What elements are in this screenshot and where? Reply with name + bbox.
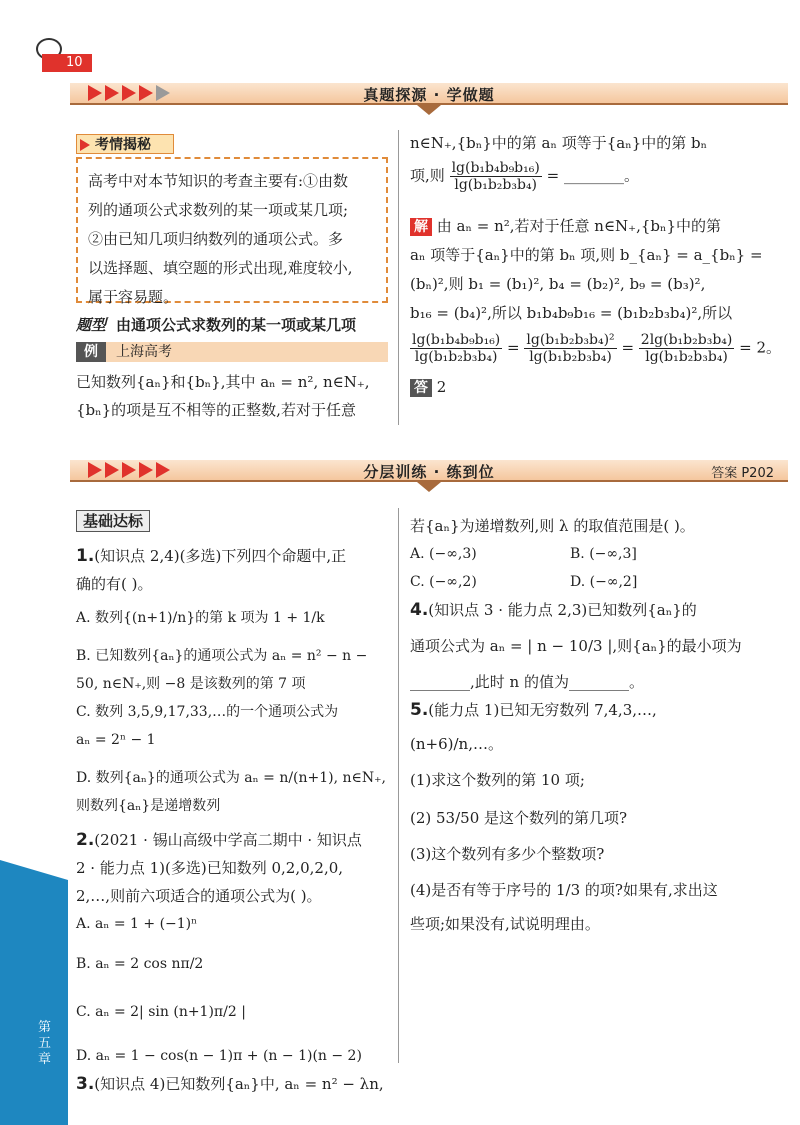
solution-line: (bₙ)²,则 b₁ = (b₁)², b₄ = (b₂)², b₉ = (b₃)², <box>410 275 706 293</box>
option-d: D. aₙ = 1 − cos(n − 1)π + (n − 1)(n − 2) <box>76 1048 362 1064</box>
fraction-num: lg(b₁b₄b₉b₁₆) <box>412 332 501 348</box>
question-number: 5. <box>410 700 429 720</box>
example-line: 项,则 <box>410 166 445 185</box>
down-triangle-icon <box>417 482 441 492</box>
chapter-strip <box>0 880 68 1125</box>
kaoqing-line: 属于容易题。 <box>88 288 179 306</box>
answer-value: 2 <box>436 378 447 396</box>
da-label: 答 <box>410 379 432 397</box>
kaoqing-line: 以选择题、填空题的形式出现,难度较小, <box>88 259 353 277</box>
fraction-num: lg(b₁b₂b₃b₄)² <box>526 332 615 348</box>
example-blank: = ________。 <box>546 166 639 185</box>
column-divider <box>398 508 399 1063</box>
options-row <box>410 540 788 568</box>
example-source: 上海高考 <box>116 344 172 360</box>
option-b: B. aₙ = 2 cos nπ/2 <box>76 956 204 972</box>
question-line: 通项公式为 aₙ = | n − 10/3 |,则{aₙ}的最小项为 <box>410 637 742 655</box>
question-line: (知识点 3 · 能力点 2,3)已知数列{aₙ}的 <box>428 601 697 619</box>
example-line: 已知数列{aₙ}和{bₙ},其中 aₙ = n², n∈N₊, <box>76 373 370 391</box>
answer-reference: 答案 P202 <box>711 466 774 481</box>
solution-line: b₁₆ = (b₄)²,所以 b₁b₄b₉b₁₆ = (b₁b₂b₃b₄)²,所以 <box>410 304 733 322</box>
fraction-den: lg(b₁b₂b₃b₄) <box>454 177 538 193</box>
tixing-label: 题型 <box>76 316 107 334</box>
option-a: A. aₙ = 1 + (−1)ⁿ <box>76 916 198 932</box>
option-d: D. (−∞,2] <box>570 574 638 590</box>
fraction <box>639 332 735 365</box>
sub-question: (1)求这个数列的第 10 项; <box>410 771 585 789</box>
example-text <box>76 368 392 424</box>
example-bar <box>76 342 388 362</box>
option-c: C. aₙ = 2| sin (n+1)π/2 | <box>76 1004 246 1020</box>
example-line: {bₙ}的项是互不相等的正整数,若对于任意 <box>76 401 356 419</box>
kaoqing-line: 列的通项公式求数列的某一项或某几项; <box>88 201 349 219</box>
jichu-heading: 基础达标 <box>76 510 150 532</box>
sub-question: 些项;如果没有,试说明理由。 <box>410 915 600 933</box>
tixing-heading <box>76 314 356 335</box>
option-c: C. (−∞,2) <box>410 574 477 590</box>
equation-result: = 2。 <box>739 338 782 357</box>
fraction-num: lg(b₁b₄b₉b₁₆) <box>451 160 540 176</box>
question-line: 2,…,则前六项适合的通项公式为( )。 <box>76 887 322 905</box>
section-band-1 <box>70 83 788 105</box>
option-c: C. 数列 3,5,9,17,33,…的一个通项公式为 <box>76 704 339 720</box>
example-line: n∈N₊,{bₙ}中的第 aₙ 项等于{aₙ}中的第 bₙ <box>410 134 708 152</box>
question-line: 确的有( )。 <box>76 575 153 593</box>
left-questions <box>76 542 392 1098</box>
question-line: 若{aₙ}为递增数列,则 λ 的取值范围是( )。 <box>410 517 695 535</box>
solution-line: 由 aₙ = n²,若对于任意 n∈N₊,{bₙ}中的第 <box>436 217 722 235</box>
option-a: A. 数列{(n+1)/n}的第 k 项为 1 + 1/k <box>76 610 325 626</box>
option-d: D. 数列{aₙ}的通项公式为 aₙ = n/(n+1), n∈N₊, <box>76 770 387 786</box>
fraction-den: lg(b₁b₂b₃b₄) <box>414 349 498 365</box>
question-line: (知识点 4)已知数列{aₙ}中, aₙ = n² − λn, <box>94 1075 384 1093</box>
fraction-den: lg(b₁b₂b₃b₄) <box>645 349 728 365</box>
question-number: 1. <box>76 546 95 566</box>
question-line: 2 · 能力点 1)(多选)已知数列 0,2,0,2,0, <box>76 859 344 877</box>
chapter-strip-corner <box>0 860 68 880</box>
question-number: 2. <box>76 830 95 850</box>
solution-line: aₙ 项等于{aₙ}中的第 bₙ 项,则 b_{aₙ} = a_{bₙ} = <box>410 246 763 264</box>
question-line: ________,此时 n 的值为________。 <box>410 673 644 691</box>
tixing-title: 由通项公式求数列的某一项或某几项 <box>116 316 357 334</box>
question-line: (n+6)/n,…。 <box>410 735 503 753</box>
fraction-den: lg(b₁b₂b₃b₄) <box>529 349 612 365</box>
fraction <box>450 160 542 193</box>
question-line: (知识点 2,4)(多选)下列四个命题中,正 <box>94 547 347 565</box>
question-line: (能力点 1)已知无穷数列 7,4,3,…, <box>428 701 657 719</box>
kaoqing-tag: 考情揭秘 <box>76 134 174 154</box>
section-band-2 <box>70 460 788 482</box>
right-col-example <box>410 130 788 193</box>
option-b: B. (−∞,3] <box>570 546 637 562</box>
solution-equation: $\frac{\text{lg(b₁b₄b₉b₁₆)}}{\text{lg(b₁b₂b₃b₄)}}$ = $\frac{\text{lg(b₁b₂b₃b₄)²}}{\text{lg(b₁b₂b₃b₄)}}$ = $\frac{\text{2lg(b₁b₂b₃b₄)}}{\text{lg(b₁b₂b₃b₄)}}$ = 2。 <box>412 332 782 365</box>
down-triangle-icon <box>417 105 441 115</box>
question-line: (2021 · 锡山高级中学高二期中 · 知识点 <box>94 831 362 849</box>
option-c-cont: aₙ = 2ⁿ − 1 <box>76 732 156 748</box>
example-label: 例 <box>76 342 106 362</box>
fraction <box>410 332 502 365</box>
jie-label: 解 <box>410 218 432 236</box>
column-divider <box>398 130 399 425</box>
option-a: A. (−∞,3) <box>410 546 477 562</box>
sub-question: (3)这个数列有多少个整数项? <box>410 845 605 863</box>
sub-question: (2) 53/50 是这个数列的第几项? <box>410 809 628 827</box>
section-title: 真题探源 · 学做题 <box>363 86 495 104</box>
option-b: B. 已知数列{aₙ}的通项公式为 aₙ = n² − n − <box>76 648 368 664</box>
options-row <box>410 568 788 596</box>
kaoqing-box <box>76 157 388 306</box>
kaoqing-line: 高考中对本节知识的考查主要有:①由数 <box>88 172 349 190</box>
option-d-cont: 则数列{aₙ}是递增数列 <box>76 798 221 814</box>
fraction <box>524 332 616 365</box>
page-number: 10 <box>42 54 92 72</box>
right-questions <box>410 512 788 938</box>
kaoqing-line: ②由已知几项归纳数列的通项公式。多 <box>88 230 344 248</box>
fraction-num: 2lg(b₁b₂b₃b₄) <box>640 332 733 348</box>
solution-block <box>410 212 788 402</box>
question-number: 4. <box>410 600 429 620</box>
question-number: 3. <box>76 1074 95 1094</box>
option-b-cont: 50, n∈N₊,则 −8 是该数列的第 7 项 <box>76 676 306 692</box>
sub-question: (4)是否有等于序号的 1/3 的项?如果有,求出这 <box>410 881 718 899</box>
chapter-label: 第五章 <box>38 1020 52 1067</box>
example-question-line <box>410 160 788 193</box>
section-title: 分层训练 · 练到位 <box>363 463 495 481</box>
